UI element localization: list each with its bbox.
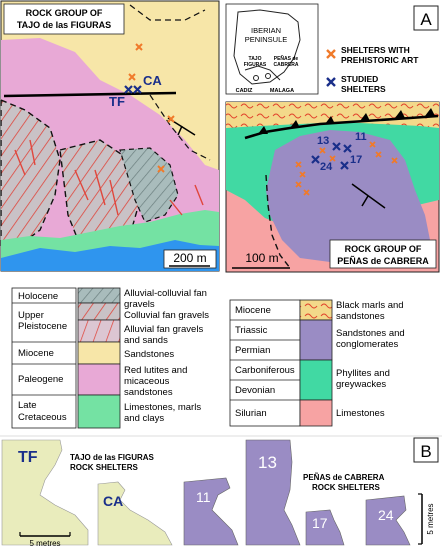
shelter-label-ca: CA (103, 493, 124, 509)
legend-studied-line2: SHELTERS (341, 84, 386, 94)
legend-desc: Alluvial fan gravels (124, 324, 204, 335)
legend-desc: sandstones (124, 387, 173, 398)
tf-group-line1: TAJO de las FIGURAS (70, 453, 154, 462)
panel-a-label: A (420, 10, 432, 29)
legend-desc: micaceous (124, 376, 170, 387)
legend-age: Holocene (18, 291, 59, 302)
legend-desc: conglomerates (336, 339, 399, 350)
legend-age: Upper (18, 310, 44, 321)
swatch-carboniferous (300, 360, 332, 400)
legend-studied-line1: STUDIED (341, 74, 379, 84)
shelter-label-tf: TF (18, 449, 38, 466)
scale-h-label: 5 metres (29, 539, 61, 548)
legend-desc: and sands (124, 335, 168, 346)
shelter-label-24: 24 (378, 507, 394, 523)
inset-tajo-line1: TAJO (248, 56, 262, 62)
legend-age: Silurian (235, 408, 267, 419)
legend-desc: Sandstones (124, 349, 175, 360)
legend-desc: Black marls and (336, 300, 404, 311)
inset-iberia (226, 4, 318, 94)
legend-age: Miocene (18, 348, 54, 359)
legend-desc: Limestones, marls (124, 402, 202, 413)
pc-group-line2: ROCK SHELTERS (312, 483, 380, 492)
shelter-label-11: 11 (196, 489, 211, 505)
site-label-11: 11 (355, 131, 367, 143)
inset-penas-line1: PEÑAS de (273, 56, 299, 62)
map-tajo-figuras (1, 1, 219, 271)
legend-desc: Phyllites and (336, 368, 390, 379)
site-label-tf: TF (109, 94, 125, 109)
blue-cross-icon (327, 78, 335, 86)
site-label-13: 13 (317, 135, 330, 147)
shelter-profiles (2, 440, 435, 548)
legend-age: Devonian (235, 385, 276, 396)
legend-age: Permian (235, 345, 271, 356)
site-label-ca: CA (143, 73, 162, 88)
inset-label-line2: PENINSULE (244, 35, 288, 44)
panel-b-label: B (420, 442, 432, 461)
legend-desc: Sandstones and (336, 328, 405, 339)
map-penas-cabrera (226, 102, 439, 272)
shelter-profile-11 (184, 478, 238, 545)
pc-group-line1: PEÑAS de CABRERA (303, 473, 385, 482)
swatch-colluvial (78, 303, 120, 320)
legend-desc: Alluvial-colluvial fan (124, 288, 207, 299)
legend-age: Miocene (235, 305, 271, 316)
map-left-title-line2: TAJO de las FIGURAS (16, 20, 112, 30)
scale-v-label: 5 metres (426, 503, 435, 535)
site-label-17: 17 (350, 154, 363, 166)
legend-desc: gravels (124, 299, 155, 310)
legend-age: Paleogene (18, 374, 64, 385)
legend-age: Late (18, 400, 37, 411)
orange-cross-icon (327, 50, 335, 58)
map-left-title-line1: ROCK GROUP OF (25, 8, 103, 18)
legend-right (230, 300, 405, 426)
inset-penas-line2: CABRERA (273, 62, 299, 68)
swatch-alluvial (78, 320, 120, 342)
swatch-paleogene (78, 364, 120, 395)
tf-group-line2: ROCK SHELTERS (70, 463, 138, 472)
map-right-title-line1: ROCK GROUP OF (344, 244, 422, 254)
swatch-holocene (78, 288, 120, 303)
swatch-sandstones (78, 342, 120, 364)
legend-shelters-art-line2: PREHISTORIC ART (341, 55, 419, 65)
inset-label-line1: IBERIAN (250, 26, 282, 35)
swatch-triassic (300, 320, 332, 360)
swatch-miocene-right (300, 300, 332, 320)
inset-malaga: MALAGA (269, 88, 295, 94)
shelter-profile-ca (98, 482, 172, 545)
legend-age: Pleistocene (18, 321, 68, 332)
legend-left (12, 288, 209, 428)
legend-shelters-art-line1: SHELTERS WITH (341, 45, 410, 55)
legend-age: Triassic (235, 325, 268, 336)
map-right-scale: 100 m (245, 251, 279, 265)
swatch-cretaceous (78, 395, 120, 428)
legend-age: Carboniferous (235, 365, 295, 376)
map-left-scale: 200 m (173, 251, 207, 265)
legend-desc: Red lutites and (124, 365, 188, 376)
shelter-label-13: 13 (258, 453, 277, 472)
site-label-24: 24 (320, 161, 333, 173)
map-right-title-line2: PEÑAS de CABRERA (337, 256, 429, 266)
legend-desc: Limestones (336, 408, 385, 419)
inset-tajo-line2: FIGURAS (243, 62, 267, 68)
inset-cadiz: CADIZ (235, 88, 253, 94)
shelter-label-17: 17 (312, 515, 328, 531)
legend-desc: greywackes (336, 379, 387, 390)
legend-desc: Colluvial fan gravels (124, 310, 210, 321)
symbols-legend (327, 45, 419, 94)
legend-age: Cretaceous (18, 412, 67, 423)
legend-desc: sandstones (336, 311, 385, 322)
swatch-silurian (300, 400, 332, 426)
legend-desc: and clays (124, 413, 165, 424)
